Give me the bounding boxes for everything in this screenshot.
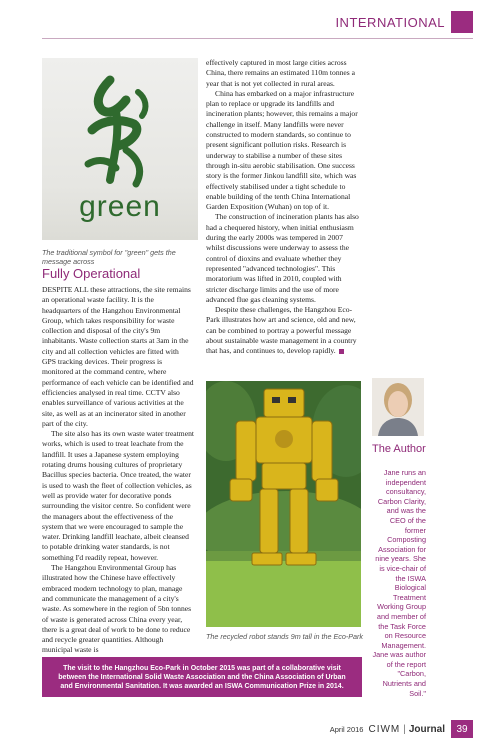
section-heading: Fully Operational bbox=[42, 266, 141, 281]
paragraph: China has embarked on a major infrastructure plan to replace or upgrade its landfills and incineration plants; however, this remains a major challenge in itself. Many landfills were never constructed to modern standards, so continue to present significant pollution risks. Research is underway to stabilise a number of these sites through in-situ aerobic stabilisation. One success story is the former Jinkou landfill site, which was effectively stabilised under a tight schedule to enable building of the tenth China International Garden Exposition (Wuhan) on top of it. bbox=[206, 88, 358, 212]
green-calligraphy-symbol bbox=[80, 72, 154, 208]
paragraph-text: Despite these challenges, the Hangzhou Eco-Park illustrates how art and science, old and new, can be combined to portray a powerful message about sustainable waste management in a country that has, and continues to, develop rapidly. bbox=[206, 305, 357, 356]
section-label: INTERNATIONAL bbox=[335, 14, 445, 30]
paragraph: The site also has its own waste water treatment works, which is used to treat leachate from the landfill. It uses a Japanese system employing rotating drums housing cultures of proprietary Bacillus species bacteria. Once treated, the water is used to wash the fleet of collection vehicles, as well as provide water for decorative ponds surrounding the visitor centre. So confident were the managers about the effectiveness of the system that we were encouraged to sample the water. Drinking landfill leachate, albeit cleansed to potable drinking water standards, is not something I'd readily repeat, however. bbox=[42, 429, 194, 562]
publication-brand: CIWM bbox=[368, 723, 401, 735]
header-rule bbox=[42, 38, 473, 39]
paragraph: effectively captured in most large cities across China, there remains an estimated 110m tonnes a year that is not yet collected in rural areas. bbox=[206, 58, 356, 88]
banner-text: The visit to the Hangzhou Eco-Park in October 2015 was part of a collaborative visit between the International Solid Waste Association and the China Association of Urban and Environmental Sanitation. It was awarded an ISWA Communication Prize in 2014. bbox=[58, 664, 346, 690]
paragraph: DESPITE ALL these attractions, the site remains an operational waste facility. It is the headquarters of the Hangzhou Environmental Group, which takes responsibility for waste collection and disposal of the city's 9m inhabitants. Waste collection starts at 3am in the city and all collection vehicles are fitted with GPS tracking devices. Their progress is monitored at the command centre, where performance of each vehicle can be identified and efficiencies analysed in real time. CCTV also enables surveillance of various activities at the site, as well as at an incinerator sited in another part of the city. bbox=[42, 285, 194, 428]
page-number: 39 bbox=[451, 720, 473, 738]
article-column-2 bbox=[206, 58, 362, 357]
publication-journal: Journal bbox=[408, 723, 445, 735]
author-photo bbox=[372, 378, 424, 436]
robot-photo bbox=[206, 381, 361, 627]
paragraph: The construction of incineration plants has also had a chequered history, when initial enthusiasm during the early 2000s was tempered in 2007 whilst discussions were underway to assess the control of dioxins and evaluate whether they represented "advanced technologies". This moratorium was lifted in 2010, coupled with stricter discharge limits and the use of more advanced flue gas cleaning systems. bbox=[206, 212, 359, 304]
footer-separator: | bbox=[403, 723, 406, 735]
author-bio: Jane runs an independent consultancy, Carbon Clarity, and was the CEO of the former Composting Association for nine years. She is vice-chair of the ISWA Biological Treatment Working Group and member of the Task Force on Resource Management. Jane was author of the report "Carbon, Nutrients and Soil." bbox=[372, 468, 426, 698]
issue-date: April 2016 bbox=[329, 724, 364, 734]
end-mark-icon bbox=[339, 349, 344, 354]
author-heading: The Author bbox=[372, 443, 426, 455]
green-photo-caption: The traditional symbol for "green" gets the message across bbox=[42, 248, 176, 266]
green-word: green bbox=[79, 190, 161, 223]
paragraph: The Hangzhou Environmental Group has illustrated how the Chinese have effectively embraced modern technology to plan, manage and communicate the management of a city's waste. As somewhere in the region of 5bn tonnes of waste is generated across China every year, there is a great deal of work to be done to reduce and recycle greater quantities. Although municipal waste is bbox=[42, 563, 192, 655]
green-symbol-photo bbox=[42, 58, 198, 240]
section-square-icon bbox=[451, 11, 473, 33]
author-portrait bbox=[372, 378, 424, 436]
section-tag bbox=[335, 11, 473, 33]
article-column-1 bbox=[42, 285, 194, 656]
page-footer bbox=[330, 720, 473, 738]
paragraph-last bbox=[206, 305, 362, 356]
info-banner bbox=[42, 657, 362, 697]
robot-photo-caption: The recycled robot stands 9m tall in the Eco-Park bbox=[206, 632, 363, 641]
recycled-robot-illustration bbox=[206, 381, 361, 627]
